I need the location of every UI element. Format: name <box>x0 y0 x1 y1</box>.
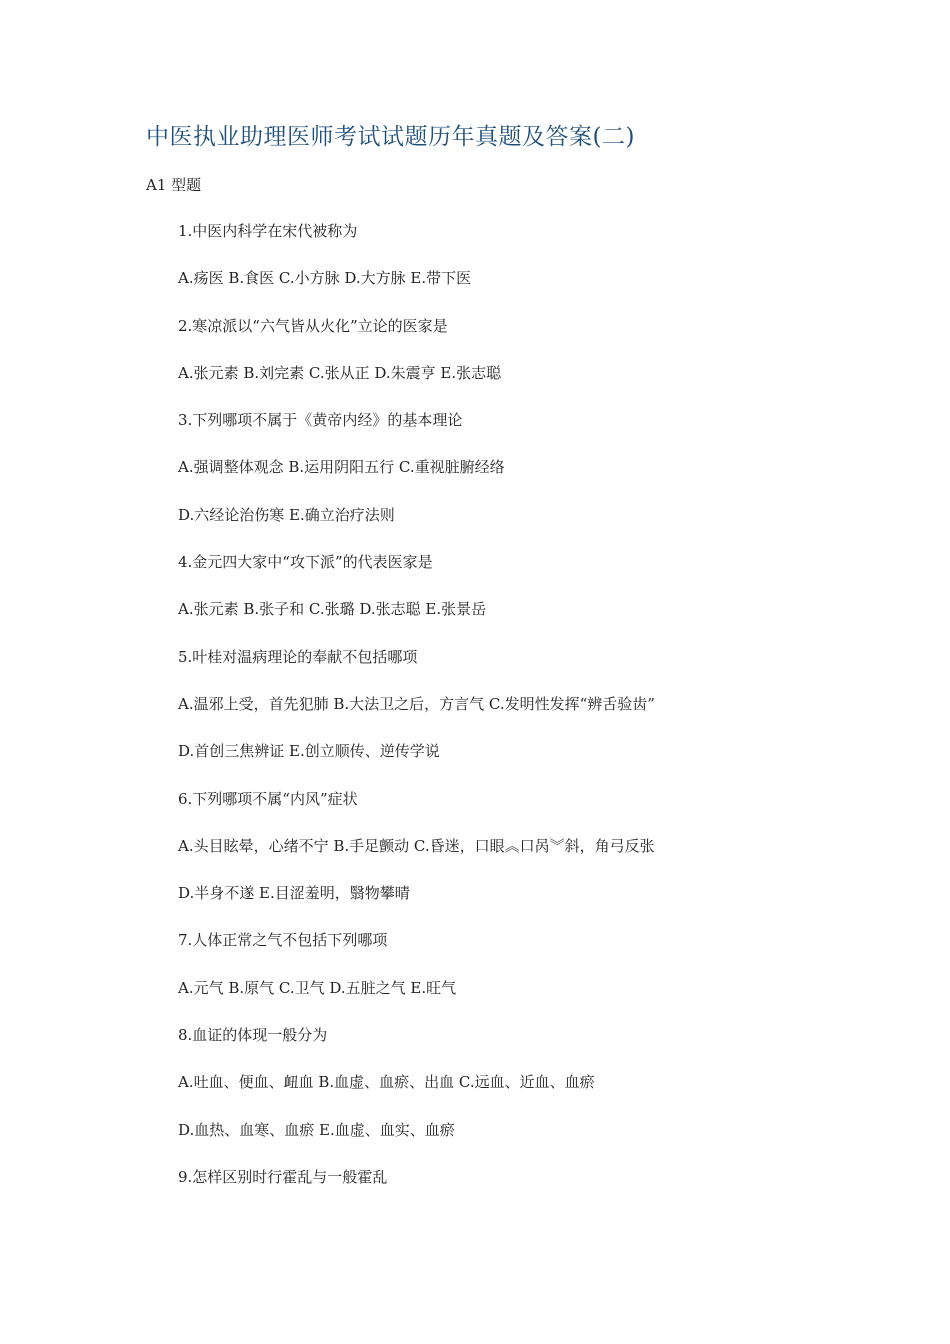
question-list <box>178 220 655 1213</box>
option-line: A.吐血、便血、衄血 B.血虚、血瘀、出血 C.远血、近血、血瘀 <box>178 1073 595 1092</box>
option-line: A.头目眩晕，心绪不宁 B.手足颤动 C.昏迷，口眼︽口呙︾斜，角弓反张 <box>178 836 655 855</box>
option-line: D.六经论治伤寒 E.确立治疗法则 <box>178 505 395 524</box>
question-line: 3.下列哪项不属于《黄帝内经》的基本理论 <box>178 411 463 430</box>
option-line: A.张元素 B.张子和 C.张璐 D.张志聪 E.张景岳 <box>178 600 487 619</box>
question-line: 6.下列哪项不属“内风”症状 <box>178 789 358 808</box>
document-title: 中医执业助理医师考试试题历年真题及答案(二) <box>146 124 635 150</box>
option-line: A.温邪上受，首先犯肺 B.大法卫之后，方言气 C.发明性发挥“辨舌验齿” <box>178 694 655 713</box>
question-line: 4.金元四大家中“攻下派”的代表医家是 <box>178 553 433 572</box>
option-line: D.血热、血寒、血瘀 E.血虚、血实、血瘀 <box>178 1120 455 1139</box>
question-line: 5.叶桂对温病理论的奉献不包括哪项 <box>178 647 418 666</box>
option-line: D.首创三焦辨证 E.创立顺传、逆传学说 <box>178 742 440 761</box>
option-line: A.张元素 B.刘完素 C.张从正 D.朱震亨 E.张志聪 <box>178 363 502 382</box>
option-line: A.元气 B.原气 C.卫气 D.五脏之气 E.旺气 <box>178 978 457 997</box>
section-heading: A1 型题 <box>146 176 202 194</box>
question-line: 8.血证的体现一般分为 <box>178 1026 328 1045</box>
question-line: 9.怎样区别时行霍乱与一般霍乱 <box>178 1167 388 1186</box>
option-line: A.疡医 B.食医 C.小方脉 D.大方脉 E.带下医 <box>178 269 472 288</box>
question-line: 1.中医内科学在宋代被称为 <box>178 222 358 240</box>
option-line: D.半身不遂 E.目涩羞明，翳物攀晴 <box>178 884 410 903</box>
question-line: 7.人体正常之气不包括下列哪项 <box>178 931 388 950</box>
option-line: A.强调整体观念 B.运用阴阳五行 C.重视脏腑经络 <box>178 458 505 477</box>
question-line: 2.寒凉派以“六气皆从火化”立论的医家是 <box>178 316 448 335</box>
